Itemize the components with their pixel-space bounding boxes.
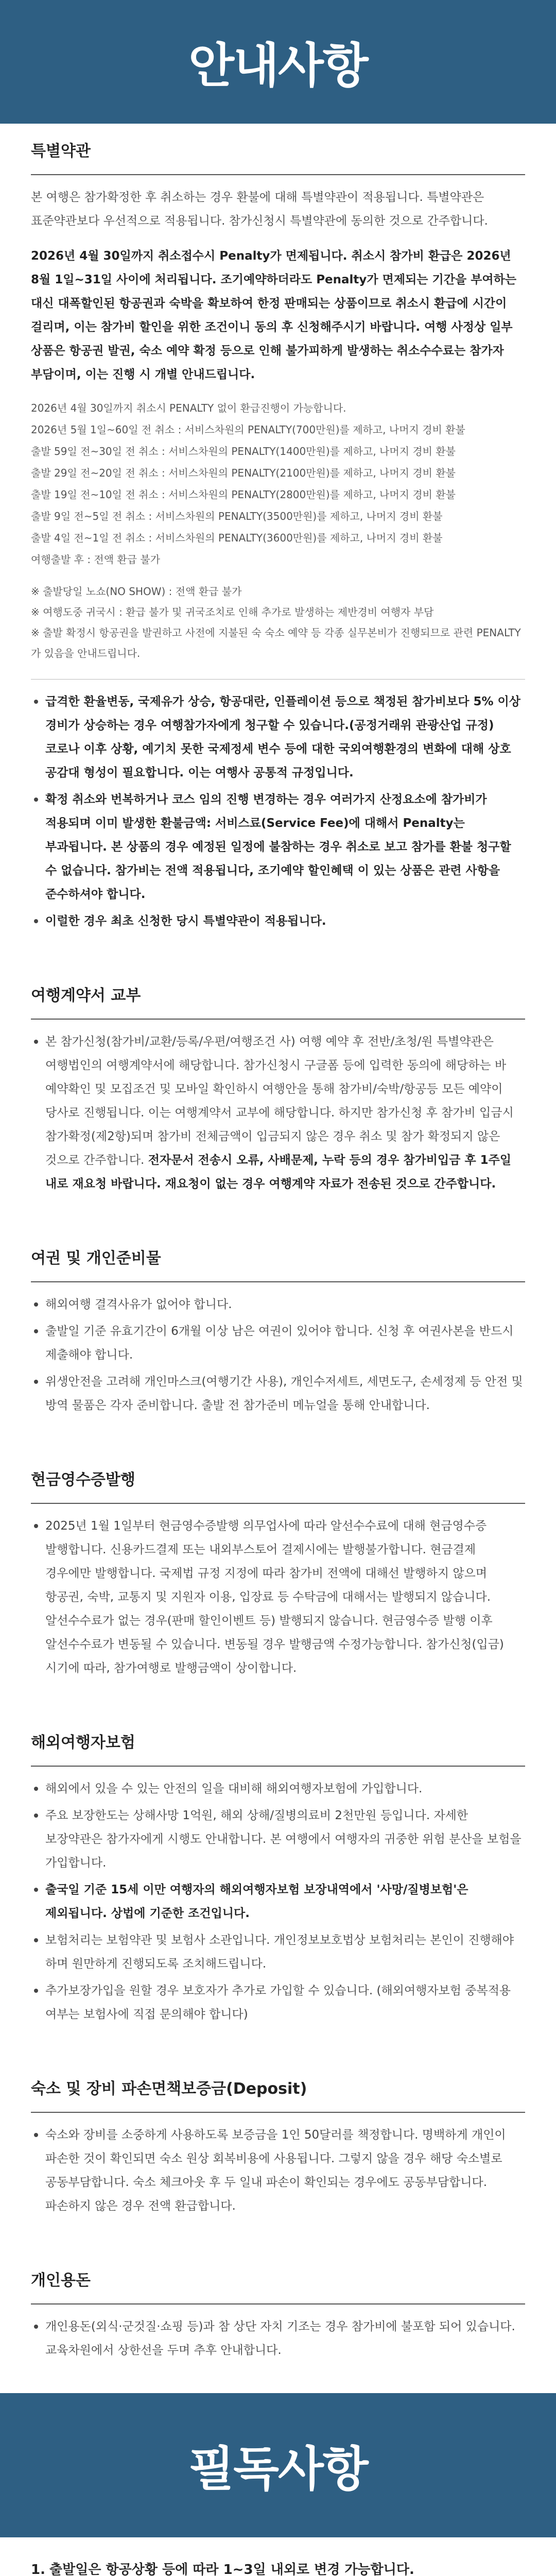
bullet-item: 개인용돈(외식·군것질·쇼핑 등)과 참 상단 자치 기조는 경우 참가비에 불포함 되어 있습니다. 교육차원에서 상한선을 두며 추후 안내합니다.	[31, 2315, 525, 2362]
refund-note: ※ 여행도중 귀국시 : 환급 불가 및 귀국조치로 인해 추가로 발생하는 제반경비 여행자 부담	[31, 606, 434, 618]
refund-section	[0, 138, 556, 161]
refund-date-item: 출발 19일 전~10일 전 취소 : 서비스차원의 PENALTY(2800만원)를 제하고, 나머지 경비 환불	[31, 488, 456, 501]
refund-date-item: 여행출발 후 : 전액 환급 불가	[31, 553, 161, 566]
personal-bullets	[31, 2315, 525, 2362]
bullet-item: 주요 보장한도는 상해사망 1억원, 해외 상해/질병의료비 2천만원 등입니다. 자세한 보장약관은 참가자에게 시행도 안내합니다. 본 여행에서 여행자의 귀중한 위험 분산을 보험을 가입합니다.	[31, 1804, 525, 1875]
bullet-item: 숙소와 장비를 소중하게 사용하도록 보증금을 1인 50달러를 책정합니다. 명백하게 개인이 파손한 것이 확인되면 숙소 원상 회복비용에 사용됩니다. 그렇지 않을 경우 해당 숙소별로 공동부담합니다. 숙소 체크아웃 후 두 일내 파손이 확인되는 경우에도 공동부담합니다. 파손하지 않은 경우 전액 환급합니다.	[31, 2123, 525, 2218]
passport-section	[0, 1245, 556, 1268]
bullet-item: 2025년 1월 1일부터 현금영수증발행 의무업사에 따라 알선수수료에 대해 현금영수증 발행합니다. 신용카드결제 또는 내외부스토어 결제시에는 발행불가합니다. 현금결제 경우에만 발행합니다. 국제법 규정 지정에 따라 참가비 전액에 대해선 발행하지 않으며 항공권, 숙박, 교통지 및 지원자 이용, 입장료 등 수탁금에 대해서는 발행되지 않습니다. 알선수수료가 없는 경우(판매 할인이벤트 등) 발행되지 않습니다. 현금영수증 발행 이후 알선수수료가 변동될 수 있습니다. 변동될 경우 발행금액 수정가능합니다. 참가신청(입금) 시기에 따라, 참가여행로 발행금액이 상이합니다.	[31, 1514, 525, 1680]
bullet-item: 해외여행 결격사유가 없어야 합니다.	[31, 1293, 525, 1316]
insurance-bullets	[31, 1777, 525, 2026]
bullet-item: 보험처리는 보험약관 및 보험사 소관입니다. 개인정보보호법상 보험처리는 본인이 진행해야 하며 원만하게 진행되도록 조치해드립니다.	[31, 1928, 525, 1976]
refund-intro: 본 여행은 참가확정한 후 취소하는 경우 환불에 대해 특별약관이 적용됩니다. 특별약관은 표준약관보다 우선적으로 적용됩니다. 참가신청시 특별약관에 동의한 것으로 간주합니다.	[31, 191, 488, 228]
must-read-list	[0, 2537, 556, 2576]
deposit-bullets	[31, 2123, 525, 2218]
bullet-item: 위생안전을 고려해 개인마스크(여행기간 사용), 개인수저세트, 세면도구, 손세정제 등 안전 및 방역 물품은 각자 준비합니다. 출발 전 참가준비 메뉴얼을 통해 안내합니다.	[31, 1370, 525, 1417]
bullet-item: 출국일 기준 15세 이만 여행자의 해외여행자보험 보장내역에서 '사망/질병보험'은 제외됩니다. 상법에 기준한 조건입니다.	[31, 1878, 525, 1925]
personal-body	[0, 2304, 556, 2362]
transfer-text: 본 참가신청(참가비/교환/등록/우편/여행조건 사) 여행 예약 후 전반/초청/원 특별약관은 여행법인의 여행계약서에 해당합니다. 참가신청시 구글폼 등에 입력한 동의에 해당하는 바 예약확인 및 모집조건 및 모바일 확인하시 여행안을 통해 참가비/숙박/항공등 모든 예약이 당사로 진행됩니다. 이는 여행계약서 교부에 해당합니다. 하지만 참가신청 후 참가비 입금시 참가확정(제2항)되며 참가비 전체금액이 입금되지 않은 경우 취소 및 참가 확정되지 않은 것으로 간주합니다.	[45, 1035, 514, 1167]
bullet-item: 해외에서 있을 수 있는 안전의 일을 대비해 해외여행자보험에 가입합니다.	[31, 1777, 525, 1801]
refund-dates	[31, 398, 525, 570]
section-title: 여권 및 개인준비물	[31, 1249, 161, 1267]
deposit-body	[0, 2113, 556, 2218]
passport-body	[0, 1282, 556, 1417]
passport-bullets	[31, 1293, 525, 1417]
refund-date-item: 출발 59일 전~30일 전 취소 : 서비스차원의 PENALTY(1400만원)를 제하고, 나머지 경비 환불	[31, 445, 456, 457]
transfer-bullets	[31, 1030, 525, 1196]
section-title: 현금영수증발행	[31, 1471, 135, 1489]
insurance-section	[0, 1730, 556, 1752]
transfer-bold: 전자문서 전송시 오류, 사배문제, 누락 등의 경우 참가비입금 후 1주일 내로 재요청 바랍니다. 재요청이 없는 경우 여행계약 자료가 전송된 것으로 간주합니다.	[45, 1154, 512, 1191]
must-read-heading: 1. 출발일은 항공상황 등에 따라 1~3일 내외로 변경 가능합니다.	[31, 2562, 414, 2576]
insurance-body	[0, 1767, 556, 2026]
refund-notes	[31, 581, 525, 664]
bullet-item: 급격한 환율변동, 국제유가 상승, 항공대란, 인플레이션 등으로 책정된 참가비보다 5% 이상 경비가 상승하는 경우 여행참가자에게 청구할 수 있습니다.(공정거래위 관광산업 규정) 코로나 이후 상황, 예기치 못한 국제정세 변수 등에 대한 국외여행환경의 변화에 대해 상호 공감대 형성이 필요합니다. 이는 여행사 공통적 규정입니다.	[31, 690, 525, 785]
refund-bold: 2026년 4월 30일까지 취소접수시 Penalty가 면제됩니다. 취소시 참가비 환급은 2026년 8월 1일~31일 사이에 처리됩니다. 조기예약하더라도 Penalty가 면제되는 기간을 부여하는 대신 대폭할인된 항공권과 숙박을 확보하여 한정 판매되는 상품이므로 취소시 환급에 시간이 걸리며, 이는 참가비 할인을 위한 조건이니 동의 후 신청해주시기 바랍니다. 여행 사정상 일부 상품은 항공권 발권, 숙소 예약 확정 등으로 인해 불가피하게 발생하는 취소수수료는 참가자 부담이며, 이는 진행 시 개별 안내드립니다.	[31, 249, 517, 381]
deposit-section	[0, 2076, 556, 2098]
section-title: 특별약관	[31, 142, 91, 160]
receipt-body	[0, 1504, 556, 1680]
bullet-item	[31, 1030, 525, 1196]
transfer-section	[0, 982, 556, 1005]
refund-note: ※ 출발당일 노쇼(NO SHOW) : 전액 환급 불가	[31, 585, 242, 598]
transfer-body	[0, 1020, 556, 1196]
refund-note: ※ 출발 확정시 항공권을 발권하고 사전에 지불된 숙 숙소 예약 등 각종 실무본비가 진행되므로 관련 PENALTY가 있음을 안내드립니다.	[31, 626, 521, 659]
refund-date-item: 출발 4일 전~1일 전 취소 : 서비스차원의 PENALTY(3600만원)를 제하고, 나머지 경비 환불	[31, 532, 443, 544]
bullet-item: 확정 취소와 번복하거나 코스 임의 진행 변경하는 경우 여러가지 산정요소에 참가비가 적용되며 이미 발생한 환불금액: 서비스료(Service Fee)에 대해서 Penalty는 부과됩니다. 본 상품의 경우 예정된 일정에 불참하는 경우 취소로 보고 참가를 환불 청구할 수 없습니다. 참가비는 전액 적용됩니다, 조기예약 할인혜택 이 있는 상품은 관련 사항을 준수하셔야 합니다.	[31, 788, 525, 906]
refund-bullets	[31, 690, 525, 933]
section-title: 숙소 및 장비 파손면책보증금(Deposit)	[31, 2080, 307, 2098]
must-read-item	[31, 2558, 525, 2576]
notice-banner-title: 안내사항	[188, 38, 368, 93]
personal-section	[0, 2267, 556, 2290]
bullet-item: 출발일 기준 유효기간이 6개월 이상 남은 여권이 있어야 합니다. 신청 후 여권사본을 반드시 제출해야 합니다.	[31, 1319, 525, 1367]
must-read-banner	[0, 2393, 556, 2537]
receipt-section	[0, 1467, 556, 1489]
receipt-bullets	[31, 1514, 525, 1680]
refund-body	[0, 175, 556, 664]
section-title: 여행계약서 교부	[31, 987, 141, 1005]
section-title: 개인용돈	[31, 2272, 91, 2290]
refund-bullets-section	[0, 680, 556, 933]
bullet-item: 이럴한 경우 최초 신청한 당시 특별약관이 적용됩니다.	[31, 909, 525, 933]
refund-date-item: 출발 9일 전~5일 전 취소 : 서비스차원의 PENALTY(3500만원)를 제하고, 나머지 경비 환불	[31, 510, 443, 522]
refund-date-item: 출발 29일 전~20일 전 취소 : 서비스차원의 PENALTY(2100만원)를 제하고, 나머지 경비 환불	[31, 467, 456, 479]
bullet-item: 추가보장가입을 원할 경우 보호자가 추가로 가입할 수 있습니다. (해외여행자보험 중복적용 여부는 보험사에 직접 문의해야 합니다)	[31, 1979, 525, 2026]
refund-dates-title: 2026년 4월 30일까지 취소시 PENALTY 없이 환급진행이 가능합니다.	[31, 402, 346, 414]
must-read-banner-title: 필독사항	[188, 2442, 368, 2497]
section-title: 해외여행자보험	[31, 1734, 135, 1752]
notice-banner	[0, 0, 556, 124]
refund-date-item: 2026년 5월 1일~60일 전 취소 : 서비스차원의 PENALTY(700만원)를 제하고, 나머지 경비 환불	[31, 423, 465, 436]
